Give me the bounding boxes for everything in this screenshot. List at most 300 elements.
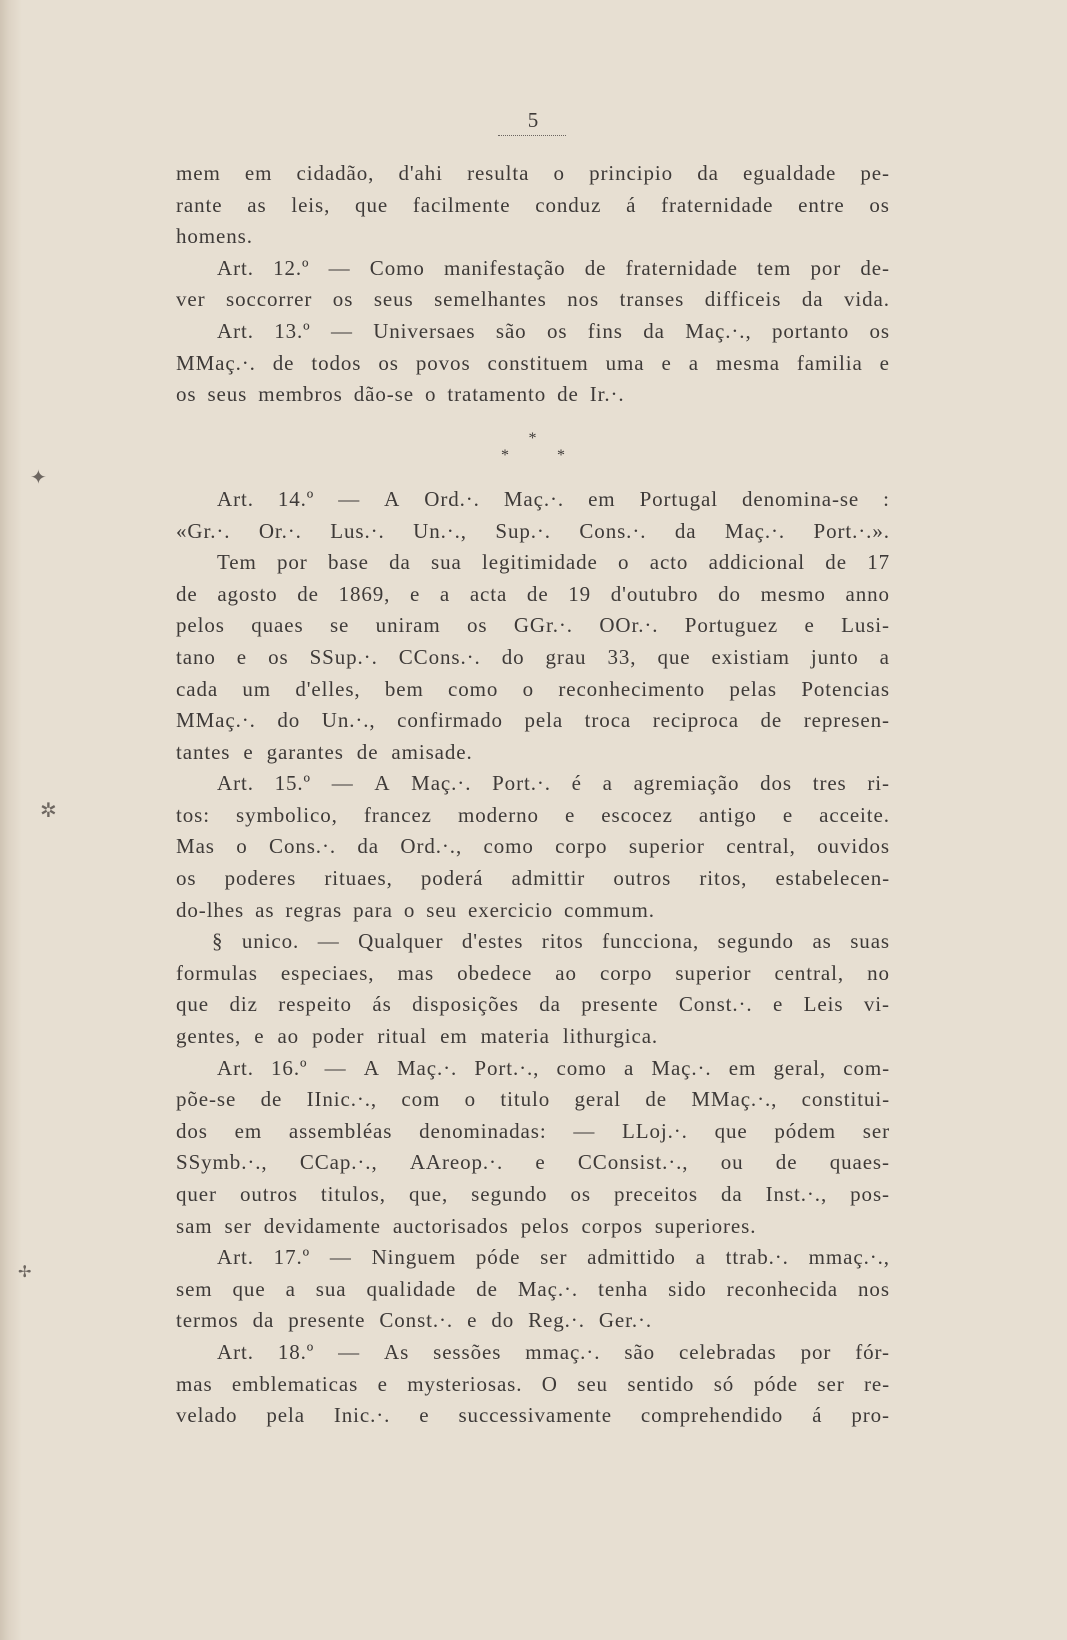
word: facilmente — [412, 192, 511, 217]
word: Portugal — [639, 486, 718, 511]
article-15-line — [176, 768, 890, 800]
word: a — [602, 771, 613, 796]
word: d'elles, — [295, 676, 361, 701]
word: fraternidade — [661, 192, 774, 217]
word: respeito — [278, 992, 352, 1017]
word: OOr.·. — [599, 613, 659, 638]
text-line — [176, 284, 890, 316]
word: sua — [431, 550, 462, 575]
word: reconhecida — [726, 1276, 839, 1301]
word: A — [384, 486, 401, 511]
word: successivamente — [458, 1403, 612, 1428]
word: á — [626, 192, 637, 217]
word: termos — [176, 1308, 239, 1333]
word: — — [317, 929, 340, 954]
word: constitui- — [801, 1087, 890, 1112]
word: seus — [373, 287, 414, 312]
word: — — [338, 486, 361, 511]
word: especiaes, — [280, 960, 375, 985]
word: do — [718, 581, 741, 606]
word: GGr.·. — [513, 613, 573, 638]
word: amisade. — [391, 739, 473, 764]
text-line — [176, 610, 890, 642]
word: poder — [312, 1024, 365, 1049]
word: O — [541, 1371, 558, 1396]
word: Cons.·. — [269, 834, 337, 859]
word: da — [697, 161, 719, 185]
word: tos: — [176, 802, 210, 827]
word: os — [268, 644, 289, 669]
word: os — [378, 350, 399, 375]
word: titulo — [500, 1087, 551, 1112]
word: ao — [277, 1024, 300, 1049]
word: de — [297, 581, 319, 606]
word: leis, — [291, 192, 331, 217]
word: com- — [843, 1055, 890, 1080]
word: 18.º — [277, 1339, 315, 1364]
asterism-top: * — [528, 429, 538, 447]
text-line — [176, 831, 890, 863]
text-line — [176, 1274, 890, 1306]
word: a — [695, 1245, 706, 1270]
word: : — [883, 486, 890, 511]
text-line — [176, 1021, 890, 1053]
text-line — [176, 642, 890, 674]
word: ser — [540, 1245, 568, 1270]
word: MMaç.·. — [176, 708, 256, 733]
word: gentes, — [176, 1024, 242, 1049]
word: 17.º — [273, 1245, 311, 1270]
ink-stain-mark: ✦ — [30, 467, 47, 489]
word: em — [244, 161, 273, 185]
word: são — [624, 1339, 656, 1364]
text-line — [176, 379, 890, 411]
word: difficeis — [704, 287, 782, 312]
word: que — [176, 992, 210, 1017]
word: admittir — [511, 866, 586, 891]
text-line — [176, 705, 890, 737]
word: ouvidos — [817, 834, 890, 859]
text-line — [176, 958, 890, 990]
word: acceite. — [819, 802, 890, 827]
word: os — [869, 318, 890, 343]
word: Maç.·. — [651, 1055, 712, 1080]
text-line — [176, 1179, 890, 1211]
word: em — [728, 1055, 757, 1080]
word: pelas — [729, 676, 777, 701]
word: rante — [176, 192, 223, 217]
word: que — [714, 1118, 748, 1143]
word: mas — [176, 1371, 213, 1396]
page-binding-edge — [0, 0, 22, 1640]
word: com — [401, 1087, 441, 1112]
word: outros — [613, 866, 672, 891]
text-line — [176, 1400, 890, 1432]
word: d'outubro — [610, 581, 699, 606]
word: Port.·.». — [813, 518, 890, 543]
word: da — [357, 834, 380, 859]
word: exercicio — [467, 897, 554, 922]
word: mmaç.·. — [525, 1339, 601, 1364]
word: põe-se — [176, 1087, 237, 1112]
word: Ord.·., — [400, 834, 463, 859]
word: as — [255, 897, 275, 922]
word: suas — [850, 929, 890, 954]
word: 16.º — [271, 1055, 308, 1080]
word: e — [243, 739, 254, 764]
word: segundo — [471, 1182, 548, 1206]
word: 12.º — [273, 255, 310, 280]
word: Ninguem — [371, 1245, 457, 1270]
text-line — [176, 737, 890, 769]
text-line — [176, 1116, 890, 1148]
word: CConsist.·., — [577, 1150, 689, 1175]
word: As — [384, 1339, 410, 1364]
word: outros — [239, 1182, 298, 1206]
word: a — [879, 644, 890, 669]
word: familia — [796, 350, 863, 375]
word: preceitos — [614, 1182, 698, 1206]
word: diz — [229, 992, 258, 1017]
word: superior — [675, 960, 752, 985]
word: por — [810, 255, 842, 280]
word: Ir.·. — [589, 382, 625, 407]
word: da — [539, 992, 561, 1017]
word: e — [564, 802, 576, 827]
word: Lusi- — [841, 613, 890, 638]
word: só — [713, 1371, 735, 1396]
word: sua — [315, 1276, 347, 1301]
word: Art. — [217, 486, 254, 511]
word: a — [623, 1055, 635, 1080]
word: o — [464, 1087, 477, 1112]
word: — — [324, 1055, 347, 1080]
word: SSymb.·., — [176, 1150, 268, 1175]
word: devidamente — [263, 1213, 381, 1238]
word: uniram — [375, 613, 441, 638]
word: d'estes — [461, 929, 524, 954]
word: e — [879, 350, 890, 375]
word: pos- — [850, 1182, 890, 1206]
word: 19 — [568, 581, 592, 606]
word: fraternidade — [625, 255, 738, 280]
word: denomina-se — [741, 486, 860, 511]
word: presente — [288, 1308, 366, 1333]
text-line — [176, 1305, 890, 1337]
word: lithurgica. — [562, 1024, 659, 1049]
word: constituem — [487, 350, 589, 375]
word: e — [661, 350, 672, 375]
word: que, — [408, 1182, 449, 1206]
word: quer — [176, 1182, 217, 1206]
word: as — [812, 929, 832, 954]
word: assembléas — [288, 1118, 393, 1143]
word: pe- — [860, 161, 890, 185]
page-number: 5 — [527, 108, 540, 132]
word: corpo — [599, 960, 653, 985]
text-line — [176, 547, 890, 579]
word: Art. — [217, 1055, 254, 1080]
word: corpo — [555, 834, 608, 859]
word: auctorisados — [392, 1213, 509, 1238]
word: geral — [574, 1087, 621, 1112]
word: presente — [581, 992, 659, 1017]
word: da — [801, 287, 824, 312]
word: pela — [266, 1403, 305, 1428]
word: acto — [649, 550, 689, 575]
word: acta — [469, 581, 508, 606]
word: tano — [176, 644, 216, 669]
word: como — [556, 1055, 607, 1080]
word: superiores. — [654, 1213, 757, 1238]
text-line — [176, 158, 890, 190]
word: e — [236, 644, 248, 669]
word: o — [522, 676, 535, 701]
word: pelos — [520, 1213, 570, 1238]
word: MMaç.·. — [176, 350, 256, 375]
word: base — [327, 550, 369, 575]
word: e — [409, 581, 421, 606]
body-text — [176, 158, 890, 1432]
word: denominadas: — [419, 1118, 547, 1143]
word: estabelecen- — [775, 866, 890, 891]
ink-stain-mark: ✢ — [18, 1264, 32, 1281]
article-18-line — [176, 1337, 890, 1369]
word: Inst.·., — [765, 1182, 828, 1206]
word: tantes — [176, 739, 231, 764]
article-13-line — [176, 316, 890, 348]
word: os — [176, 382, 197, 407]
word: velado — [176, 1403, 238, 1428]
word: o — [403, 897, 416, 922]
word: portanto — [771, 318, 850, 343]
text-line — [176, 1369, 890, 1401]
word: sentido — [627, 1371, 695, 1396]
word: qualidade — [366, 1276, 457, 1301]
text-line — [176, 895, 890, 927]
word: entre — [798, 192, 845, 217]
word: A — [374, 771, 391, 796]
word: semelhantes — [434, 287, 547, 312]
article-14-line — [176, 484, 890, 516]
text-line — [176, 221, 890, 253]
word: se — [329, 613, 350, 638]
word: IInic.·., — [306, 1087, 378, 1112]
word: commum. — [564, 897, 655, 922]
word: 13.º — [274, 318, 311, 343]
word: poderes — [224, 866, 297, 891]
word: Reg.·. — [528, 1308, 585, 1333]
word: são — [495, 318, 527, 343]
text-line — [176, 348, 890, 380]
word: e — [419, 1403, 430, 1428]
word: regras — [285, 897, 343, 922]
word: uma — [605, 350, 645, 375]
word: moderno — [457, 802, 539, 827]
word: ás — [372, 992, 392, 1017]
word: reciproca — [652, 708, 739, 733]
word: rituaes, — [324, 866, 393, 891]
word: ou — [720, 1150, 744, 1175]
word: sam — [176, 1213, 213, 1238]
word: á — [812, 1403, 823, 1428]
word: ri- — [867, 771, 890, 796]
word: ritos — [541, 929, 584, 954]
word: os — [546, 318, 568, 343]
word: ser — [817, 1371, 845, 1396]
word: seus — [207, 382, 248, 407]
word: ser — [224, 1213, 252, 1238]
word: Como — [369, 255, 425, 280]
word: quaes — [251, 613, 304, 638]
word: os — [869, 192, 890, 217]
word: de — [584, 255, 607, 280]
word: fins — [587, 318, 623, 343]
word: homens. — [176, 224, 253, 249]
word: de — [272, 350, 295, 375]
word: e — [467, 1308, 478, 1333]
word: ser — [862, 1118, 890, 1143]
word: tenha — [598, 1276, 649, 1301]
word: Sup.·. — [495, 518, 551, 543]
word: Const.·. — [379, 1308, 454, 1333]
word: Art. — [217, 771, 254, 796]
word: vida. — [843, 287, 890, 312]
word: corpos — [581, 1213, 643, 1238]
word: mem — [176, 161, 221, 185]
word: do — [491, 1308, 515, 1333]
text-line — [176, 1211, 890, 1243]
word: transes — [619, 287, 685, 312]
word: confirmado — [397, 708, 503, 733]
word: grau — [545, 644, 587, 669]
word: o — [236, 834, 248, 859]
word: conduz — [535, 192, 602, 217]
word: as — [247, 192, 267, 217]
word: de — [775, 1150, 798, 1175]
word: dos — [760, 771, 792, 796]
word: mmaç.·., — [808, 1245, 890, 1270]
word: escocez — [601, 802, 673, 827]
word: d'ahi — [398, 161, 443, 185]
word: disposições — [412, 992, 519, 1017]
word: em — [588, 486, 616, 511]
word: os — [332, 287, 354, 312]
word: pelos — [176, 613, 225, 638]
word: seu — [426, 897, 457, 922]
word: reconhecimento — [558, 676, 706, 701]
word: de — [557, 382, 579, 407]
word: Leis — [803, 992, 844, 1017]
word: Maç.·. — [724, 518, 786, 543]
word: 33, — [607, 644, 637, 669]
word: Lus.·. — [330, 518, 385, 543]
word: ritual — [377, 1024, 428, 1049]
word: principio — [589, 161, 674, 185]
word: o — [424, 382, 437, 407]
word: central, — [774, 960, 845, 985]
text-line — [176, 516, 890, 548]
word: celebradas — [679, 1339, 777, 1364]
word: CCons.·. — [398, 644, 481, 669]
word: e — [535, 1150, 546, 1175]
word: um — [242, 676, 272, 701]
word: que — [657, 644, 691, 669]
word: e — [254, 1024, 265, 1049]
article-12-line — [176, 253, 890, 285]
text-line — [176, 989, 890, 1021]
text-line — [176, 190, 890, 222]
word: como — [483, 834, 534, 859]
word: e — [377, 1371, 388, 1396]
word: de- — [860, 255, 890, 280]
word: Ger.·. — [598, 1308, 653, 1333]
word: 17 — [867, 550, 890, 575]
word: ritos, — [699, 866, 748, 891]
word: agosto — [217, 581, 278, 606]
word: para — [353, 897, 393, 922]
word: 15.º — [274, 771, 311, 796]
word: poderá — [420, 866, 484, 891]
word: admittido — [587, 1245, 676, 1270]
word: Qualquer — [358, 929, 444, 954]
word: addicional — [708, 550, 806, 575]
word: Maç.·. — [396, 1055, 458, 1080]
article-17-line — [176, 1242, 890, 1274]
word: mesma — [715, 350, 780, 375]
word: Inic.·. — [333, 1403, 391, 1428]
word: materia — [480, 1024, 550, 1049]
word: funcciona, — [602, 929, 700, 954]
word: formulas — [176, 960, 258, 985]
word: AAreop.·. — [409, 1150, 504, 1175]
word: os — [176, 866, 197, 891]
word: sido — [668, 1276, 707, 1301]
word: symbolico, — [236, 802, 338, 827]
word: Tem — [217, 550, 257, 575]
word: mas — [397, 960, 435, 985]
word: que — [232, 1276, 266, 1301]
word: como — [448, 676, 499, 701]
word: Ord.·. — [424, 486, 480, 511]
word: a — [285, 1276, 296, 1301]
word: existiam — [711, 644, 790, 669]
word: da — [389, 550, 411, 575]
word: unico. — [241, 929, 300, 954]
word: § — [212, 929, 224, 954]
word: da — [252, 1308, 275, 1333]
word: bem — [384, 676, 424, 701]
word: Or.·. — [258, 518, 302, 543]
word: tratamento — [447, 382, 547, 407]
word: quaes- — [829, 1150, 890, 1175]
word: póde — [753, 1371, 799, 1396]
word: de — [476, 1276, 498, 1301]
word: MMaç.·., — [691, 1087, 778, 1112]
word: o — [553, 161, 565, 185]
word: os — [570, 1182, 591, 1206]
word: — — [330, 318, 353, 343]
word: Potencias — [801, 676, 890, 701]
text-line — [176, 800, 890, 832]
word: central, — [726, 834, 796, 859]
word: de — [176, 581, 198, 606]
word: pro- — [851, 1403, 890, 1428]
word: ttrab.·. — [725, 1245, 789, 1270]
word: garantes — [266, 739, 344, 764]
word: todos — [311, 350, 362, 375]
word: nos — [858, 1276, 890, 1301]
